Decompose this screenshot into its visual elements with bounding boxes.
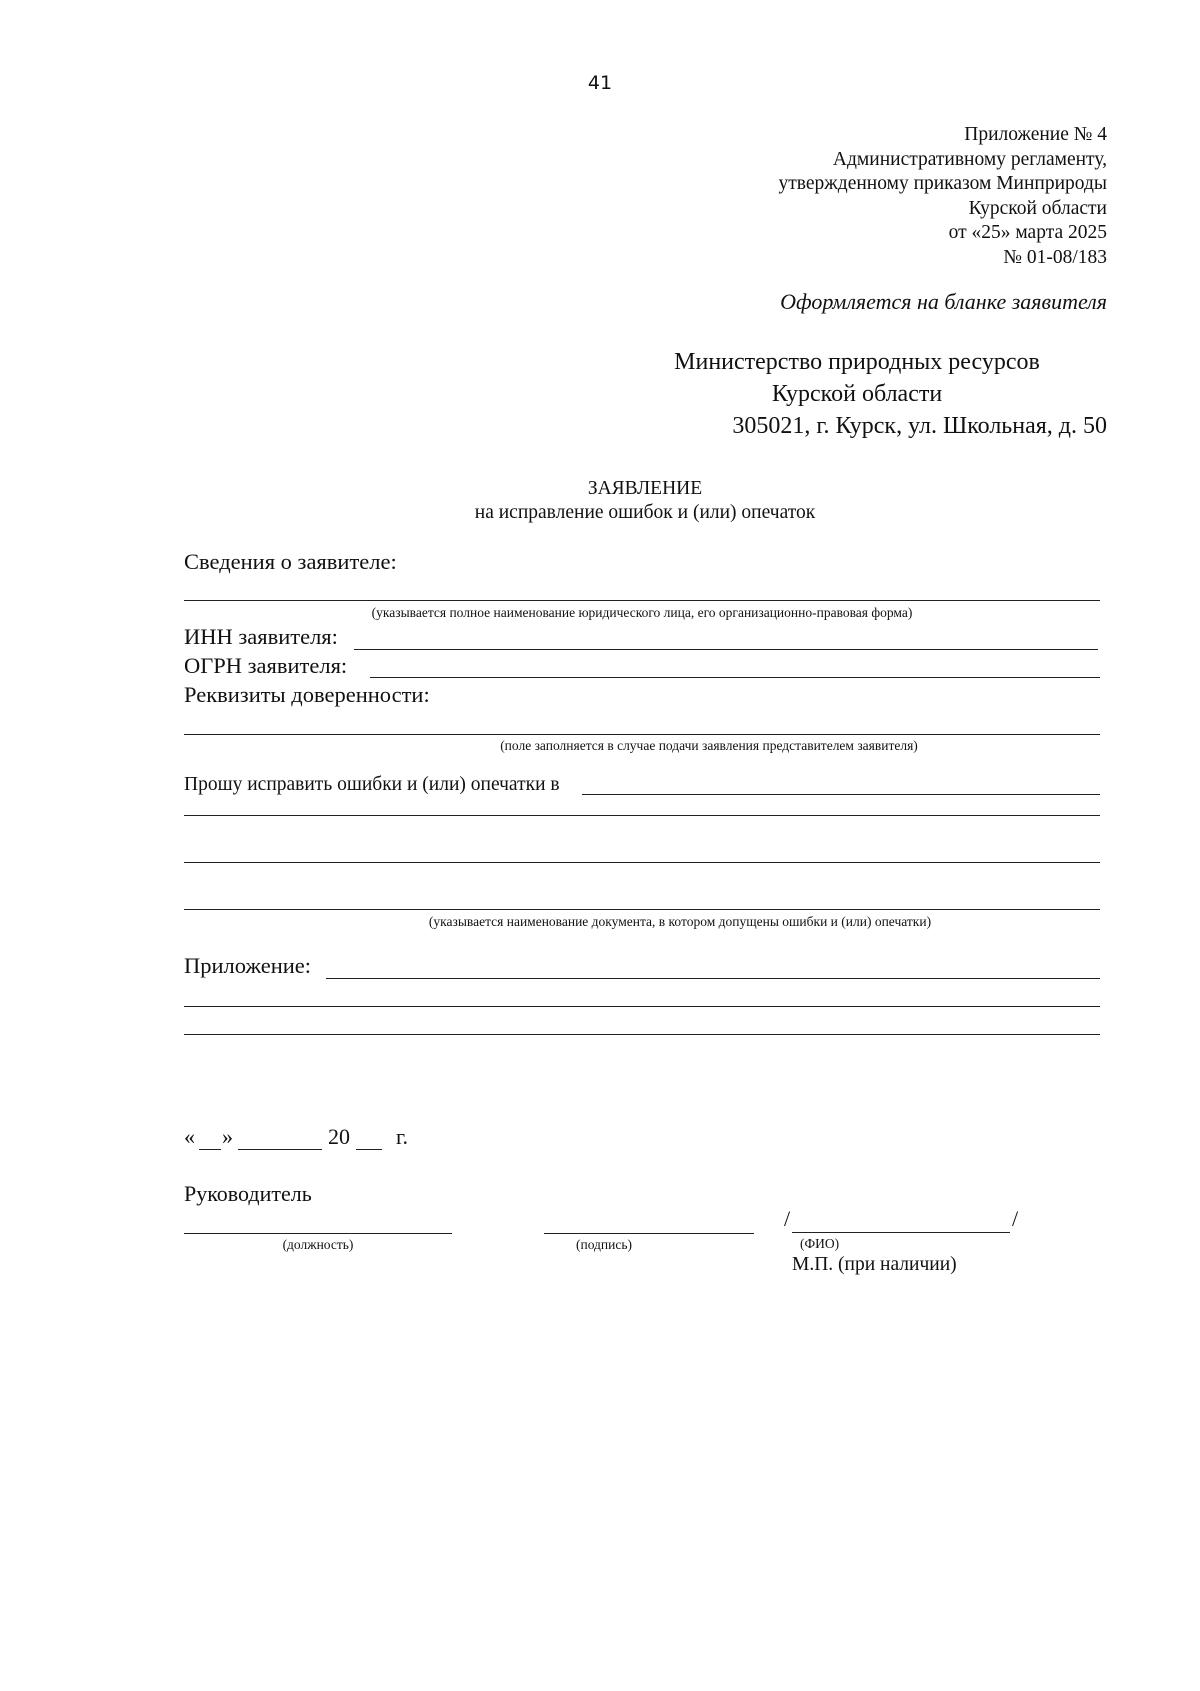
fio-caption: (ФИО)	[800, 1236, 840, 1251]
appendix-block	[587, 123, 1107, 270]
request-line[interactable]	[184, 862, 1100, 863]
request-line[interactable]	[184, 909, 1100, 910]
date-year-line[interactable]	[356, 1149, 382, 1150]
date-open-quote: «	[184, 1124, 195, 1149]
applicant-name-line[interactable]	[184, 600, 1100, 601]
appendix-line: Курской области	[968, 197, 1107, 219]
date-year-suffix: г.	[396, 1124, 409, 1149]
document-title	[0, 477, 1200, 525]
request-line[interactable]	[184, 815, 1100, 816]
page-number: 41	[587, 72, 613, 94]
inn-line[interactable]	[354, 649, 1098, 650]
blank-note: Оформляется на бланке заявителя	[780, 289, 1107, 314]
addressee-block	[607, 346, 1107, 442]
ogrn-line[interactable]	[370, 677, 1100, 678]
date-year-prefix: 20	[328, 1124, 350, 1149]
request-line[interactable]	[582, 794, 1100, 795]
ogrn-label: ОГРН заявителя:	[184, 653, 348, 678]
date-month-line[interactable]	[238, 1149, 322, 1150]
fio-slash-left: /	[784, 1206, 791, 1231]
fio-slash-right: /	[1012, 1206, 1019, 1231]
appendix-line: от «25» марта 2025	[948, 222, 1107, 243]
position-line[interactable]	[184, 1233, 452, 1234]
appendix-line: утвержденному приказом Минприроды	[778, 173, 1107, 194]
poa-caption: (поле заполняется в случае подачи заявления представителем заявителя)	[500, 738, 918, 753]
date-close-quote: »	[222, 1124, 233, 1149]
appendix-line: № 01-08/183	[1003, 246, 1107, 268]
head-label: Руководитель	[184, 1181, 312, 1206]
request-label: Прошу исправить ошибки и (или) опечатки в	[184, 774, 560, 795]
stamp-note: М.П. (при наличии)	[792, 1254, 957, 1275]
attachment-line[interactable]	[184, 1034, 1100, 1035]
fio-line[interactable]	[792, 1232, 1010, 1233]
applicant-name-caption: (указывается полное наименование юридического лица, его организационно-правовая форма)	[371, 605, 913, 620]
appendix-line: Приложение № 4	[964, 124, 1107, 145]
attachment-label: Приложение:	[184, 953, 312, 978]
appendix-line: Административному регламенту,	[832, 148, 1107, 170]
request-caption: (указывается наименование документа, в котором допущены ошибки и (или) опечатки)	[428, 914, 932, 929]
signature-caption: (подпись)	[575, 1237, 633, 1252]
date-day-line[interactable]	[199, 1149, 221, 1150]
attachment-line[interactable]	[326, 978, 1100, 979]
poa-label: Реквизиты доверенности:	[184, 682, 430, 707]
addressee-line: Министерство природных ресурсов	[674, 349, 1040, 375]
title-sub: на исправление ошибок и (или) опечаток	[474, 502, 816, 523]
addressee-line: 305021, г. Курск, ул. Школьная, д. 50	[732, 413, 1107, 439]
attachment-line[interactable]	[184, 1006, 1100, 1007]
signature-line[interactable]	[544, 1233, 754, 1234]
applicant-heading: Сведения о заявителе:	[184, 549, 397, 574]
inn-label: ИНН заявителя:	[184, 624, 338, 649]
addressee-line: Курской области	[771, 381, 943, 407]
title-main: ЗАЯВЛЕНИЕ	[587, 478, 703, 499]
position-caption: (должность)	[282, 1237, 354, 1252]
poa-line[interactable]	[184, 734, 1100, 735]
